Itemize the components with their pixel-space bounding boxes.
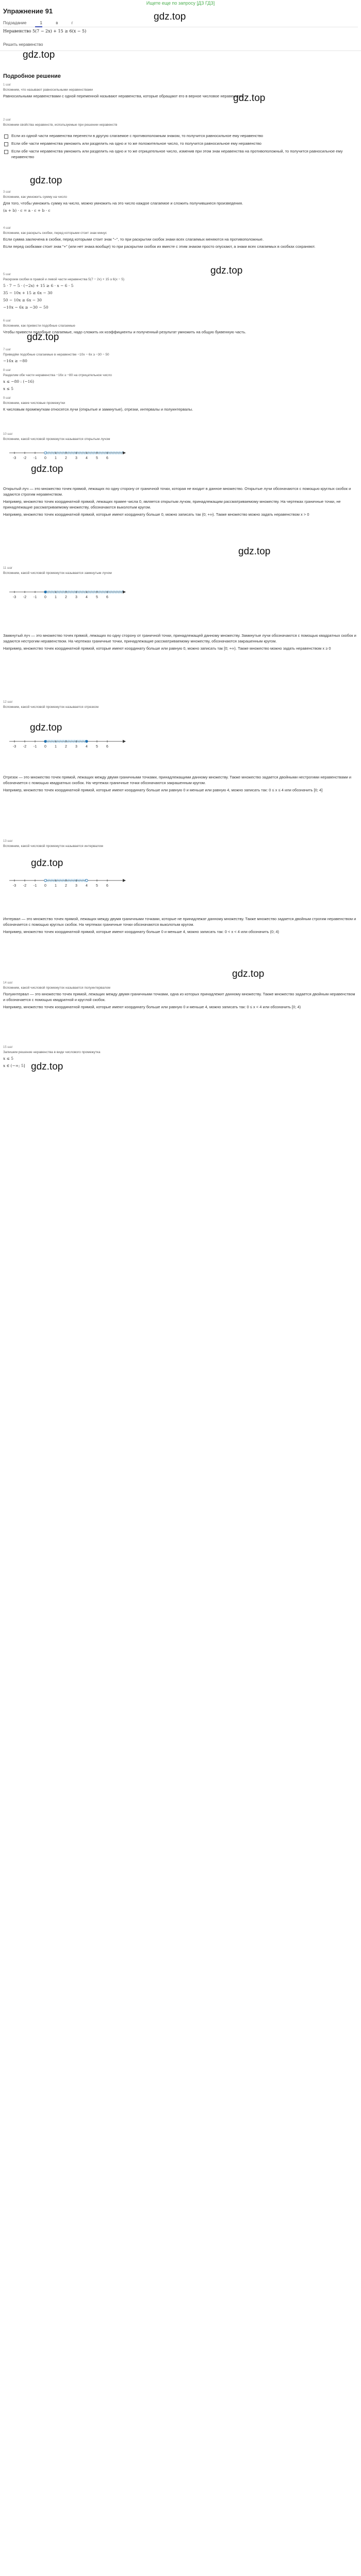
tick-label: 2: [65, 884, 67, 888]
tick-label: 1: [55, 884, 57, 888]
number-line-closed-ray: [9, 587, 128, 600]
watermark: gdz.top: [30, 175, 62, 186]
step-question: Раскроем скобки в правой и левой части неравенства 5(7 − 2x) + 15 ≥ 6(x − 5): [3, 278, 125, 281]
tick-label: -2: [23, 596, 27, 599]
step-label: 1 шаг: [3, 83, 11, 87]
step-question: Вспомним свойства неравенств, используемые при решении неравенств: [3, 123, 118, 127]
number-line-svg: [9, 737, 128, 749]
step-14: [3, 981, 358, 1010]
tick-label: 5: [96, 456, 98, 460]
step-question: Вспомним, какой числовой промежуток называется открытым лучом: [3, 437, 110, 441]
tick-label: 6: [106, 745, 108, 749]
tick-label: 2: [65, 745, 67, 749]
watermark: gdz.top: [31, 1061, 63, 1072]
tick-label: 4: [86, 456, 88, 460]
tick-label: -1: [33, 456, 37, 460]
step-label: 8 шаг: [3, 369, 11, 372]
step-13: [3, 840, 358, 848]
step-question: Вспомним, как умножить сумму на число: [3, 195, 67, 199]
step-11-text: [3, 631, 358, 651]
step-1: [3, 83, 358, 99]
step-text: Если сумма заключена в скобки, перед которыми стоит знак "−", то при раскрытии скобок знаки всех слагаемых меняются на противоположные.: [3, 237, 264, 242]
step-question: Приведём подобные слагаемые в неравенстве −10x − 6x ≥ −30 − 50: [3, 353, 109, 357]
step-line: x ∈ (−∞; 5]: [3, 1063, 25, 1068]
step-label: 4 шаг: [3, 227, 11, 230]
watermark: gdz.top: [31, 858, 63, 869]
tab-v[interactable]: в: [56, 21, 58, 25]
step-text: Например, множество точек координатной прямой, которые имеют координату больше или равную 0 и меньше или равную 4, можно записать так: 0 ≤ x ≤ 4 или обозначить [0; 4]: [3, 788, 323, 792]
watermark: gdz.top: [232, 969, 265, 979]
number-line-svg: [9, 876, 128, 888]
step-text: К числовым промежуткам относятся лучи (открытые и замкнутые), отрезки, интервалы и полуинтервалы.: [3, 407, 193, 412]
step-label: 14 шаг: [3, 981, 13, 985]
tab-g[interactable]: г: [71, 21, 73, 25]
closed-endpoint: [44, 740, 46, 742]
step-text: Например, множество точек координатной прямой, которые имеют координату больше или равную 0, можно записать так [0; +∞). Также множество можно задать неравенством x ≥ 0: [3, 646, 331, 651]
step-line: 5 · 7 − 5 · (−2x) + 15 ≥ 6 · x − 6 · 5: [3, 283, 74, 288]
tick-label: 5: [96, 596, 98, 599]
tick-label: 0: [44, 596, 46, 599]
property-list: [4, 133, 358, 162]
step-text: Для того, чтобы умножить сумму на число, можно умножить на это число каждое слагаемое и сложить получившиеся произведения.: [3, 201, 243, 206]
step-text: Например, множество точек координатной прямой, которые имеют координату больше 0, можно записать так (0; +∞). Также множество можно задать неравенством x > 0: [3, 512, 309, 517]
step-11: [3, 567, 358, 575]
number-line-interval: [9, 876, 128, 888]
list-item: Если из одной части неравенства перенести в другую слагаемое с противоположным знаком, то получится равносильное ему неравенство: [4, 133, 358, 139]
step-question: Запишем решение неравенства в виде числового промежутка: [3, 1050, 101, 1054]
tick-label: 3: [75, 745, 77, 749]
tab-1[interactable]: 1: [40, 21, 42, 25]
step-formula: (a + b) · c = a · c + b · c: [3, 208, 51, 213]
closed-endpoint: [44, 591, 46, 593]
watermark: gdz.top: [210, 265, 243, 276]
step-12-text: [3, 773, 358, 793]
step-text: Замкнутый луч — это множество точек прямой, лежащих по одну сторону от граничной точки, принадлежащей данному множеству. Замкнутые лучи обозначаются с помощью квадратных скобок и задаются нестрогим неравенством. На чертежах граничные точки, принадлежащие рассматриваемому множеству, обозначаются закрашенным кругом.: [3, 633, 356, 643]
number-line-open-ray: [9, 448, 128, 461]
step-10-text: [3, 484, 358, 517]
tick-label: 2: [65, 456, 67, 460]
step-question: Вспомним, что называют равносильными неравенствами: [3, 88, 93, 92]
axis-arrow: [123, 740, 126, 743]
list-item: Если обе части неравенства умножить или разделить на одно и то же положительное число, то получится равносильное ему неравенство: [4, 141, 358, 146]
tick-label: -3: [12, 456, 17, 460]
axis-arrow: [123, 590, 126, 594]
closed-endpoint: [86, 740, 88, 742]
tick-label: -3: [12, 596, 17, 599]
step-8: [3, 369, 358, 392]
page-title: Упражнение 91: [3, 7, 53, 15]
tick-label: -1: [33, 745, 37, 749]
list-item: Если обе части неравенства умножить или разделить на одно и то же отрицательное число, изменив при этом знак неравенства на противоположный, то получится равносильное ему неравенство: [4, 148, 358, 160]
step-text: Интервал — это множество точек прямой, лежащих между двумя граничными точками, которые не принадлежат данному множеству. Также множество задается двойным строгим неравенством и обозначается с помощью круглых скобок. На чертежах граничные точки обозначаются выколотым кругом.: [3, 917, 356, 927]
step-label: 12 шаг: [3, 701, 13, 704]
tick-label: 5: [96, 884, 98, 888]
tick-label: -2: [23, 745, 27, 749]
tick-label: 2: [65, 596, 67, 599]
step-label: 3 шаг: [3, 191, 11, 194]
step-3: [3, 191, 358, 213]
step-label: 11 шаг: [3, 567, 13, 570]
axis-arrow: [123, 879, 126, 882]
watermark: gdz.top: [31, 464, 63, 474]
step-4: [3, 227, 358, 249]
tick-label: 1: [55, 745, 57, 749]
watermark: gdz.top: [238, 546, 271, 557]
tick-label: -2: [23, 884, 27, 888]
tab-label: Подзадание: [3, 21, 27, 25]
tick-label: -3: [12, 884, 17, 888]
tick-label: 6: [106, 456, 108, 460]
step-line: 35 − 10x + 15 ≥ 6x − 30: [3, 291, 53, 295]
step-question: Вспомним, какой числовой промежуток называется полуинтервалом: [3, 986, 110, 990]
active-tab-indicator: [35, 26, 42, 27]
step-label: 15 шаг: [3, 1046, 13, 1049]
step-13-text: [3, 914, 358, 935]
watermark: gdz.top: [233, 93, 266, 104]
tick-label: 0: [44, 456, 46, 460]
step-text: Открытый луч — это множество точек прямой, лежащих по одну сторону от граничной точки, которая не входит в данное множество. Открытые лучи обозначаются с помощью круглых скобок и задаются строгим неравенством.: [3, 486, 351, 497]
tick-label: -2: [23, 456, 27, 460]
step-text: Равносильными неравенствами с одной переменной называют неравенства, которые обращают его в верное числовое неравенство.: [3, 94, 244, 98]
tick-label: -1: [33, 596, 37, 599]
step-question: Вспомним, как привести подобные слагаемые: [3, 324, 75, 328]
step-label: 2 шаг: [3, 118, 11, 122]
tick-label: -3: [12, 745, 17, 749]
step-5: [3, 273, 358, 310]
tick-label: 3: [75, 596, 77, 599]
tick-label: 5: [96, 745, 98, 749]
tick-label: 4: [86, 596, 88, 599]
step-label: 9 шаг: [3, 397, 11, 400]
step-2: [3, 118, 358, 127]
step-7: [3, 348, 358, 364]
step-question: Вспомним, какой числовой промежуток называется замкнутым лучом: [3, 571, 112, 575]
step-line: x ≤ 5: [3, 1056, 14, 1061]
step-question: Вспомним, какие числовые промежутки: [3, 401, 65, 405]
bullet-icon: [4, 142, 8, 146]
step-question: Вспомним, как раскрыть скобки, перед которыми стоит знак минус: [3, 231, 107, 235]
tick-label: 6: [106, 596, 108, 599]
tick-label: 4: [86, 884, 88, 888]
step-label: 13 шаг: [3, 840, 13, 843]
step-line: −10x − 6x ≥ −30 − 50: [3, 305, 48, 310]
tick-label: 3: [75, 884, 77, 888]
tick-label: 1: [55, 456, 57, 460]
tick-label: 1: [55, 596, 57, 599]
step-question: Вспомним, какой числовой промежуток называется отрезком: [3, 705, 99, 709]
search-link[interactable]: Ищете еще по запросу [ДЗ ГДЗ]: [146, 1, 215, 6]
step-question: Вспомним, какой числовой промежуток называется интервалом: [3, 844, 103, 848]
step-line: 50 − 10x ≥ 6x − 30: [3, 298, 42, 302]
axis-arrow: [123, 451, 126, 454]
step-question: Разделим обе части неравенства −16x ≥ −80 на отрицательное число: [3, 374, 112, 377]
tick-label: 3: [75, 456, 77, 460]
tick-label: -1: [33, 884, 37, 888]
task-statement: Неравенство 5(7 − 2x) + 15 ≥ 6(x − 5): [3, 29, 87, 33]
open-endpoint: [44, 879, 46, 882]
number-line-svg: [9, 587, 128, 600]
watermark: gdz.top: [23, 49, 55, 60]
step-12: [3, 701, 358, 709]
tick-label: 0: [44, 884, 46, 888]
step-line: x ≤ −80 : (−16): [3, 379, 35, 384]
number-line-svg: [9, 448, 128, 461]
number-line-segment: [9, 737, 128, 749]
hint-button[interactable]: Решить неравенство: [3, 42, 43, 47]
step-label: 5 шаг: [3, 273, 11, 276]
step-text: Полуинтервал — это множество точек прямой, лежащих между двумя граничными точками, одна из которых принадлежит данному множеству. Также множество задается двойным неравенством и обозначается с помощью квадратной и круглой скобок.: [3, 992, 355, 1002]
solution-heading: Подробное решение: [3, 73, 61, 79]
step-label: 10 шаг: [3, 433, 13, 436]
bullet-icon: [4, 150, 8, 154]
open-endpoint: [86, 879, 88, 882]
tick-label: 4: [86, 745, 88, 749]
watermark: gdz.top: [27, 332, 59, 343]
step-10: [3, 433, 358, 441]
step-text: Чтобы привести подобные слагаемые, надо сложить их коэффициенты и полученный результат умножить на общую буквенную часть.: [3, 330, 247, 334]
step-line: −16x ≥ −80: [3, 359, 27, 363]
step-text: Например, множество точек координатной прямой, которые имеют координату больше 0 и меньше 4, можно записать так: 0 < x < 4 или обозначить (0; 4): [3, 929, 280, 934]
bullet-icon: [4, 134, 8, 139]
step-label: 6 шаг: [3, 319, 11, 323]
step-text: Отрезок — это множество точек прямой, лежащих между двумя граничными точками, принадлежащими данному множеству. Также множество задается двойными нестрогими неравенствами и обозначается с помощью квадратных скобок. На чертежах граничные точки обозначаются закрашенным кругом.: [3, 775, 352, 785]
step-text: Например, множество точек координатной прямой, которые имеют координату больше или равную 0 и меньше 4, можно записать так: 0 ≤ x < 4 или обозначить [0; 4): [3, 1005, 301, 1009]
step-9: [3, 397, 358, 412]
open-endpoint: [44, 452, 46, 454]
tick-label: 0: [44, 745, 46, 749]
step-text: Если перед скобками стоит знак "+" (или нет знака вообще) то при раскрытии скобок их вместе с этим знаком просто опускают, а знаки всех слагаемых в скобках сохраняют.: [3, 244, 316, 249]
tick-label: 6: [106, 884, 108, 888]
step-text: Например, множество точек координатной прямой, лежащих правее числа 0, является открытым лучом, принадлежащим рассматриваемому множеству. На чертежах граничные точки, не принадлежащие рассматриваемому множеству, обозначаются выколотым кругом.: [3, 499, 341, 510]
watermark: gdz.top: [154, 11, 186, 22]
step-line: x ≤ 5: [3, 386, 14, 391]
watermark: gdz.top: [30, 722, 62, 733]
step-label: 7 шаг: [3, 348, 11, 351]
